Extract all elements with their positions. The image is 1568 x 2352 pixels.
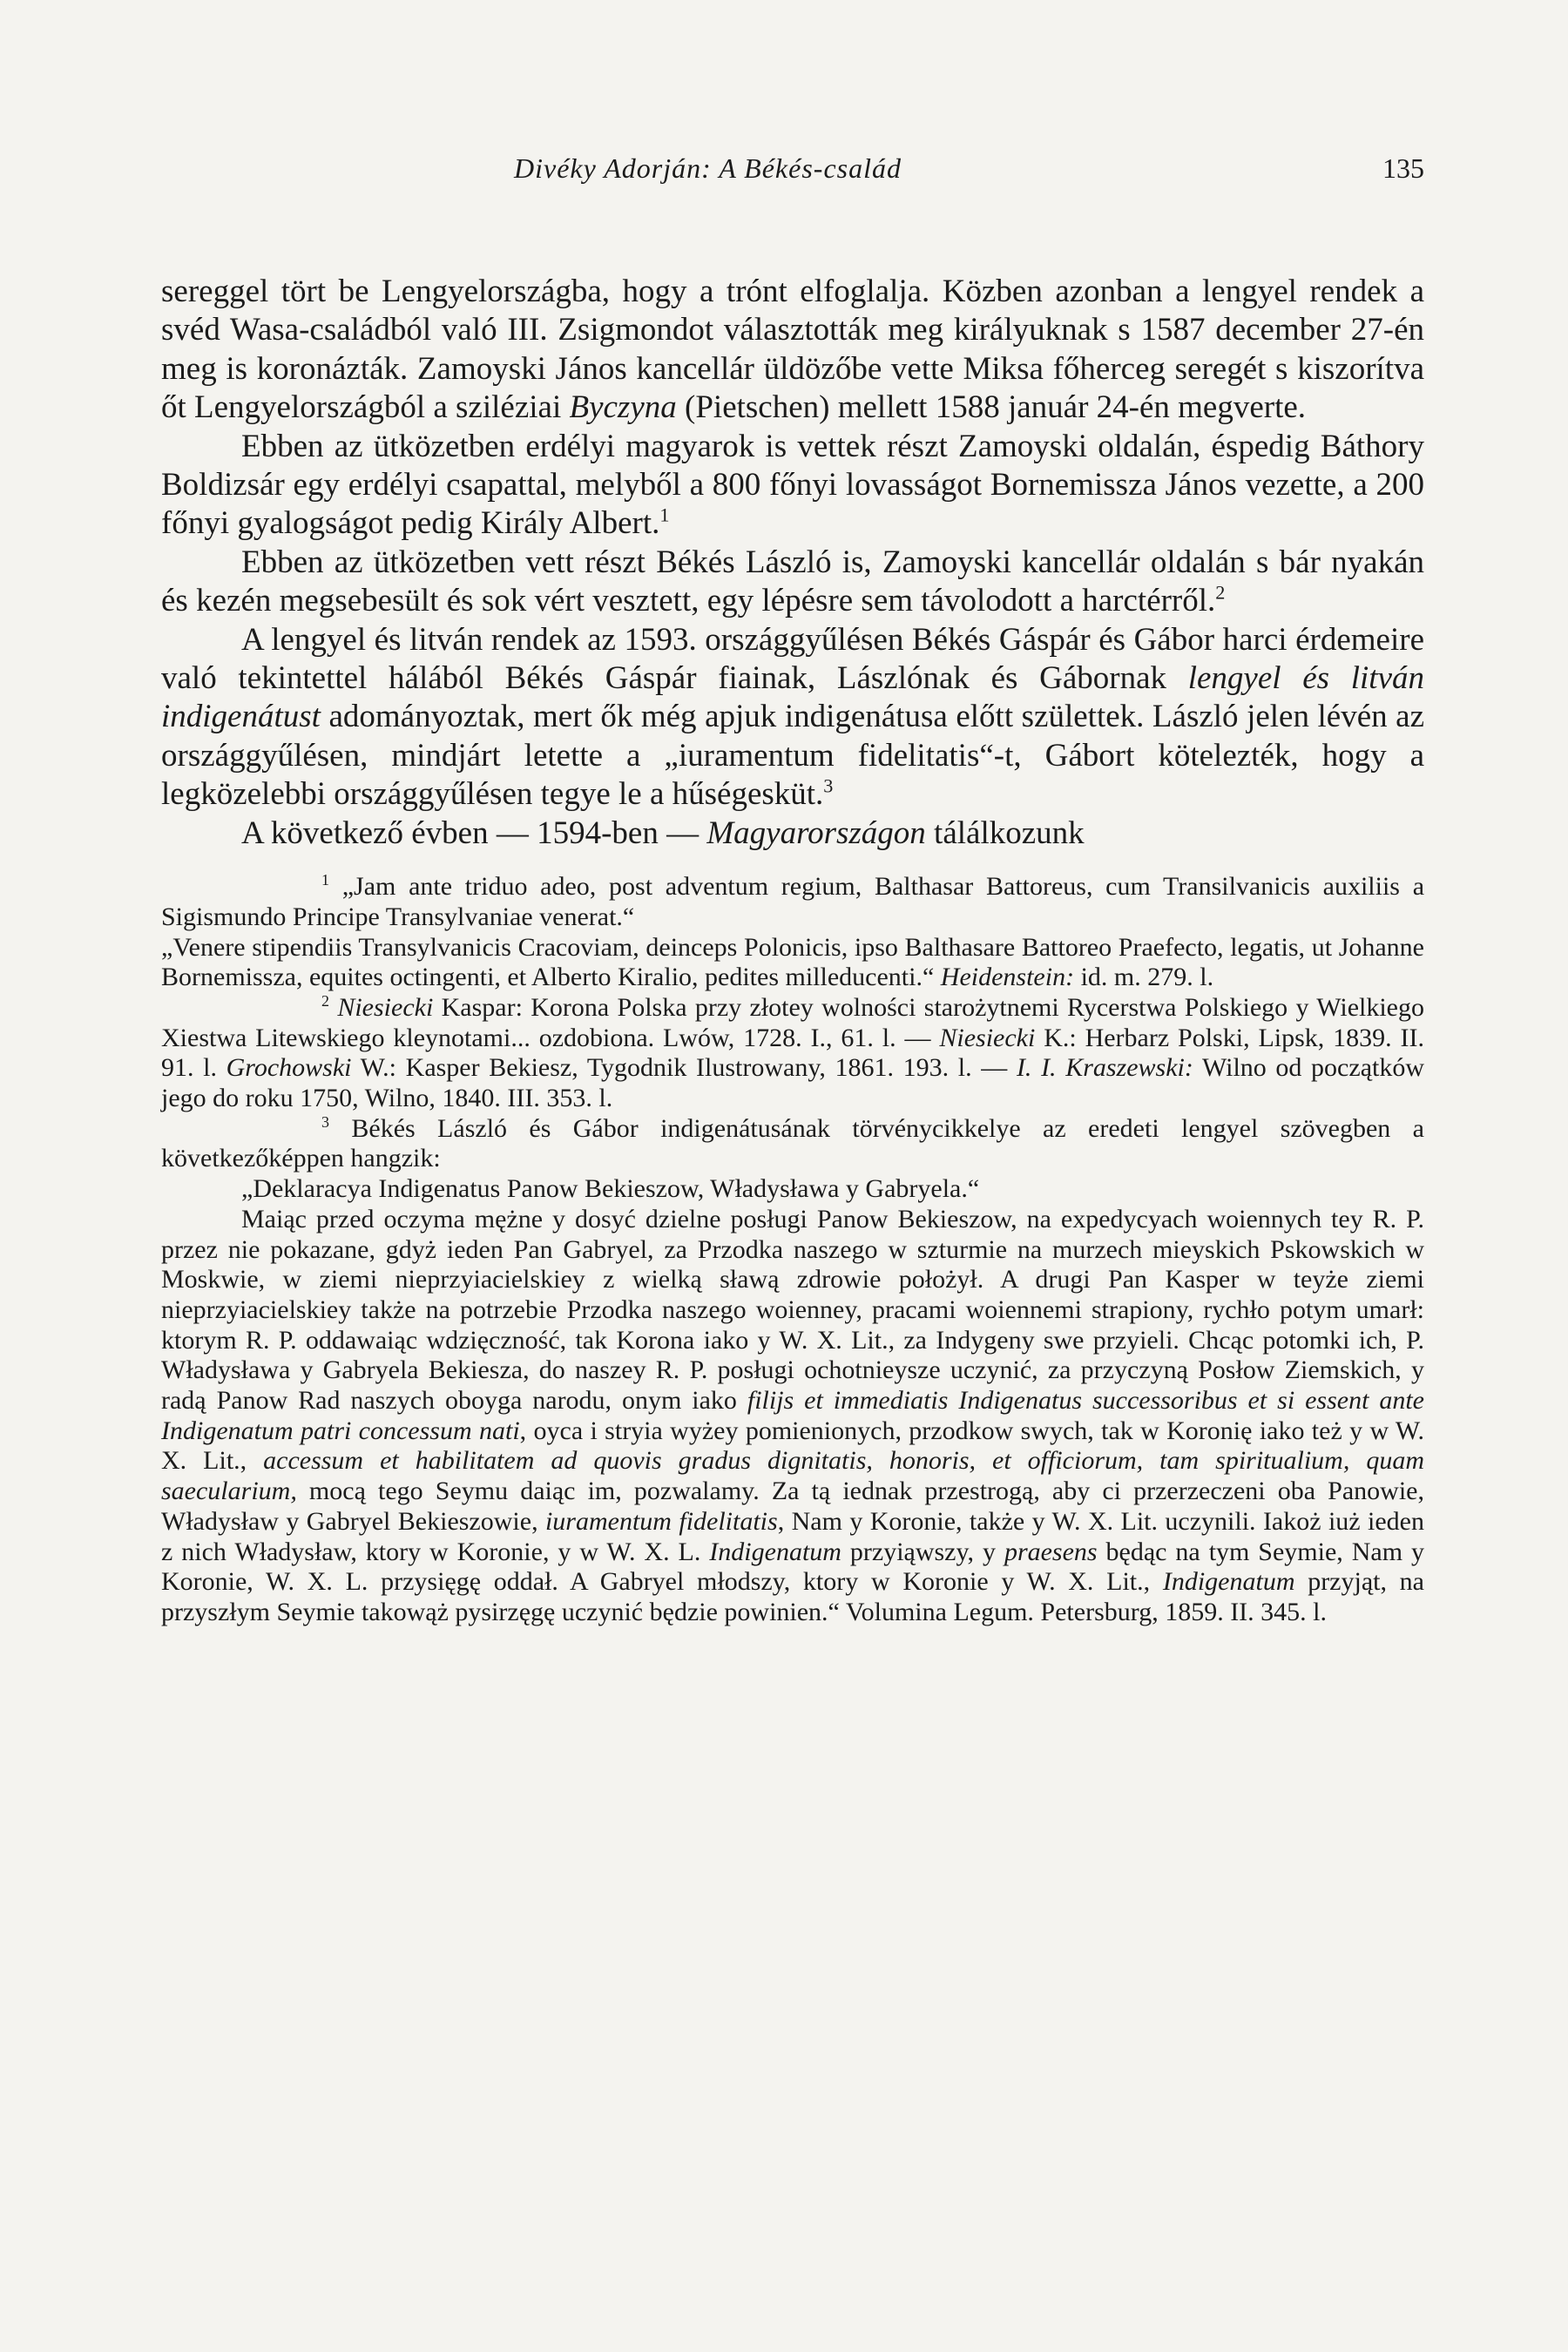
footnote-1-text-a: „Jam ante triduo adeo, post adventum regium, Balthasar Battoreus, cum Transilvanicis auxiliis a Sigismundo Principe Transylvaniae venerat.“ <box>161 872 1425 931</box>
place-name-byczyna: Byczyna <box>569 389 677 426</box>
paragraph-5 <box>161 814 1424 853</box>
footnotes <box>161 872 1424 1628</box>
paragraph-3 <box>161 544 1424 621</box>
page-number: 135 <box>1382 152 1424 184</box>
footnote-3: $^3$ Békés László és Gábor indigenátusának törvénycikkelye az eredeti lengyel szövegben a következőképpen hangzik: <box>161 1112 1424 1173</box>
page <box>161 152 1424 1628</box>
footnote-1-source: Heidenstein: <box>940 963 1075 992</box>
footnote-3-italic-5: praesens <box>1004 1537 1098 1566</box>
footnote-3-italic-4: Indigenatum <box>709 1537 841 1566</box>
footnote-3-text-c6: będąc na tym Seymie, Nam y Koronie, W. X. L. przysięgę oddał. A Gabryel młodszy, ktory w Koronie y W. X. Lit., <box>161 1537 1424 1597</box>
footnote-ref-2: 2 <box>1215 581 1226 604</box>
running-head <box>161 152 1424 196</box>
footnote-2-author-4: I. I. Kraszewski: <box>1016 1053 1193 1083</box>
footnote-2-text-d: Wilno od początków jego do roku 1750, Wilno, 1840. III. 353. l. <box>161 1053 1425 1113</box>
footnote-3-italic-6: Indigenatum <box>1162 1567 1295 1597</box>
footnote-3-italic-2: accessum et habilitatem ad quovis gradus dignitatis, honoris, et officiorum, tam spiritualium, quam saecularium, <box>161 1446 1424 1506</box>
footnote-3-text-c2: , oyca i stryia wyżey pomienionych, przodkow swych, tak w Koronię iako też y w W. X. Lit., <box>161 1416 1424 1476</box>
footnote-3-text-c7: przyjąt, na przyszłym Seymie takowąż pysirzęgę uczynić będzie powinien.“ Volumina Legum. Petersburg, 1859. II. 345. l. <box>161 1567 1424 1626</box>
paragraph-4 <box>161 621 1424 814</box>
footnote-1-text-b: „Venere stipendiis Transylvanicis Cracoviam, deinceps Polonicis, ipso Balthasare Battoreo Praefecto, legatis, ut Johanne Bornemissza, equites octingenti, et Alberto Kiralio, pedites milleducenti.“ <box>161 932 1424 992</box>
paragraph-5-text-a: A következő évben — 1594-ben — <box>241 814 707 851</box>
paragraph-5-text-b: tálálkozunk <box>925 814 1085 851</box>
footnote-2: $^2$ Niesiecki Kaspar: Korona Polska przy złotey wolności starożytnemi Rycerstwa Polskiego y Wielkiego Xiestwa Litewskiego kleynotami... ozdobiona. Lwów, 1728. I., 61. l. — Niesiecki K.: Herbarz Polski, Lipsk, 1839. II. 91. l. Grochowski W.: Kasper Bekiesz, Tygodnik Ilustrowany, 1861. 193. l. — I. I. Kraszewski: Wilno od początków jego do roku 1750, Wilno, 1840. III. 353. l. <box>161 991 1425 1113</box>
paragraph-1 <box>161 273 1424 428</box>
footnote-3-italic-3: iuramentum fidelitatis <box>544 1506 778 1536</box>
paragraph-4-text-b: adományoztak, mert ők még apjuk indigenátusa előtt születtek. László jelen lévén az országgyűlésen, mindjárt letette a „iuramentum fidelitatis“-t, Gábort kötelezték, hogy a legközelebbi országgyűlésen tegye le a hűségesküt. <box>161 699 1424 813</box>
paragraph-1-text-b: (Pietschen) mellett 1588 január 24-én megverte. <box>676 389 1307 426</box>
footnote-2-author-2: Niesiecki <box>939 1023 1036 1052</box>
footnote-3-text-a: Békés László és Gábor indigenátusának törvénycikkelye az eredeti lengyel szövegben a következőképpen hangzik: <box>161 1113 1424 1173</box>
running-head-title: Divéky Adorján: A Békés-család <box>514 152 902 184</box>
footnote-1: $^1$ „Jam ante triduo adeo, post adventum regium, Balthasar Battoreus, cum Transilvanicis auxiliis a Sigismundo Principe Transylvaniae venerat.“ <box>161 871 1425 931</box>
footnote-2-text-c: W.: Kasper Bekiesz, Tygodnik Ilustrowany, 1861. 193. l. — <box>351 1053 1017 1083</box>
footnote-3-quote-title <box>161 1174 1424 1205</box>
footnote-2-author-1: Niesiecki <box>337 992 434 1022</box>
body-text <box>161 273 1424 853</box>
paragraph-4-text-a: A lengyel és litván rendek az 1593. országgyűlésen Békés Gáspár és Gábor harci érdemeire való tekintettel hálából Békés Gáspár fiainak, Lászlónak és Gábornak <box>161 621 1424 697</box>
footnote-3-italic-1: filijs et immediatis Indigenatus successoribus et si essent ante Indigenatum patri concessum nati <box>161 1386 1424 1445</box>
footnote-ref-1: 1 <box>659 504 670 527</box>
paragraph-3-text: Ebben az ütközetben vett részt Békés László is, Zamoyski kancellár oldalán s bár nyakán és kezén megsebesült és sok vért vesztett, egy lépésre sem távolodott a harctérről. <box>161 544 1424 619</box>
footnote-ref-3: 3 <box>823 774 834 797</box>
footnote-1-text-c: id. m. 279. l. <box>1074 963 1214 992</box>
footnote-3-quote-body <box>161 1205 1424 1628</box>
paragraph-2 <box>161 428 1424 544</box>
footnote-3-text-c1: Maiąc przed oczyma mężne y dosyć dzielne posługi Panow Bekieszow, na expedycyach woiennych tey R. P. przez nie pokazane, gdyż ieden Pan Gabryel, za Przodka naszego w szturmie na murzech mieyskich Pskowskich w Moskwie, w ziemi nieprzyiacielskiey z wielką sławą zdrowie położył. A drugi Pan Kasper w teyże ziemi nieprzyiacielskiey także na potrzebie Przodka naszego woienney, pracami woiennemi strapiony, rychło potym umarł: ktorym R. P. oddawaiąc wdzięczność, tak Korona iako y W. X. Lit., za Indygeny swe przyieli. Chcąc potomki ich, P. Władysława y Gabryela Bekiesza, do naszey R. P. posługi ochotnieysze uczynić, za przyczyną Posłow Ziemskich, y radą Panow Rad naszych oboyga narodu, onym iako <box>161 1204 1424 1416</box>
footnote-2-text-a: Kaspar: Korona Polska przy złotey wolności starożytnemi Rycerstwa Polskiego y Wielkiego Xiestwa Litewskiego kleynotami... ozdobiona. Lwów, 1728. I., 61. l. — <box>161 992 1424 1052</box>
footnote-2-text-b: K.: Herbarz Polski, Lipsk, 1839. II. 91. l. <box>161 1023 1425 1083</box>
footnote-1-continued <box>161 933 1424 993</box>
paragraph-4-italic: lengyel és litván indigenátust <box>161 660 1424 735</box>
footnote-3-text-c4: , Nam y Koronie, także y W. X. Lit. uczynili. Iakoż iuż ieden z nich Władysław, ktory w Koronie, y w W. X. L. <box>161 1506 1424 1566</box>
paragraph-2-text: Ebben az ütközetben erdélyi magyarok is vettek részt Zamoyski oldalán, éspedig Báthory Boldizsár egy erdélyi csapattal, melyből a 800 főnyi lovasságot Bornemissza János vezette, a 200 főnyi gyalogságot pedig Király Albert. <box>161 428 1424 542</box>
footnote-3-text-b: „Deklaracya Indigenatus Panow Bekieszow, Władysława y Gabryela.“ <box>241 1174 980 1204</box>
footnote-3-text-c3: mocą tego Seymu daiąc im, pozwalamy. Za tą iednak przestrogą, aby ci przerzeczeni oba Panowie, Władysław y Gabryel Bekieszowie, <box>161 1477 1424 1536</box>
paragraph-1-text-a: sereggel tört be Lengyelországba, hogy a trónt elfoglalja. Közben azonban a lengyel rendek a svéd Wasa-családból való III. Zsigmondot választották meg királyuknak s 1587 december 27-én meg is koronázták. Zamoyski János kancellár üldözőbe vette Miksa főherceg seregét s kiszorítva őt Lengyelországból a sziléziai <box>161 274 1424 426</box>
paragraph-5-italic: Magyarországon <box>706 814 926 851</box>
footnote-2-author-3: Grochowski <box>226 1053 352 1083</box>
footnote-3-text-c5: przyiąwszy, y <box>841 1537 1004 1566</box>
